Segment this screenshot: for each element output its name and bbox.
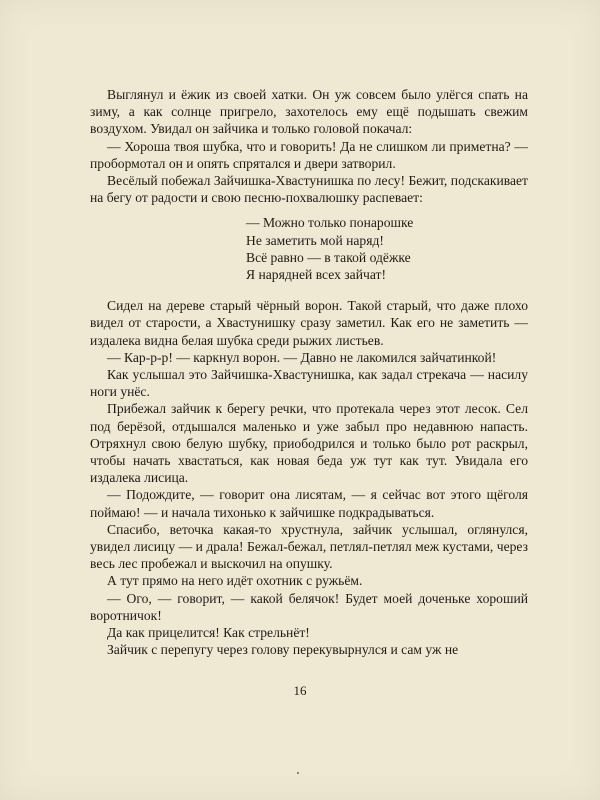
paragraph-somersault: Зайчик с перепугу через голову перекувырнулся и сам уж не [107,642,459,658]
paragraph-hare-flees: Как услышал это Зайчишка-Хвастунишка, как задал стрекача — насилу ноги унёс. [90,367,528,400]
paragraph-hedgehog-intro: Выглянул и ёжик из своей хатки. Он уж совсем было улёгся спать на зиму, а как солнце пригрело, захотелось ему ещё подышать свежим воздухом. Увидал он зайчика и только головой покачал: [90,87,528,137]
paragraph-hare-runs: Весёлый побежал Зайчишка-Хвастунишка по лесу! Бежит, подскакивает на бегу от радости и свою песню-похвалюшку распевает: [90,173,528,206]
paragraph-river: Прибежал зайчик к берегу речки, что протекала через этот лесок. Сел под берёзой, отдышался маленько и уже забыл про недавнюю напасть. Отряхнул свою белую шубку, приободрился и только было рот раскрыл, чтобы начать хвастаться, как новая беда уж тут как тут. Увидала его издалека лисица. [90,401,528,486]
verse-line: Всё равно — в такой одёжке [246,249,411,265]
paragraph-hunter-speech: — Ого, — говорит, — какой белячок! Будет моей доченьке хороший воротничок! [90,590,528,623]
verse-line: Не заметить мой наряд! [246,232,384,248]
verse-song [90,214,528,283]
paragraph-raven-speech: — Кар-р-р! — каркнул ворон. — Давно не лакомился зайчатинкой! [107,349,497,365]
paragraph-escape: Спасибо, веточка какая-то хрустнула, зайчик услышал, оглянулся, увидел лисицу — и драла! Бежал-бежал, петлял-петлял меж кустами, через весь лес пробежал и выскочил на опушку. [90,521,528,572]
body-text [90,86,528,659]
paper-speck [297,772,299,774]
verse-line: — Можно только понарошке [246,215,414,231]
verse-line: Я нарядней всех зайчат! [246,267,386,283]
page-number: 16 [293,683,307,698]
paragraph-hedgehog-speech: — Хороша твоя шубка, что и говорить! Да не слишком ли приметна? — пробормотал он и опять спрятался и двери затворил. [90,138,528,171]
paragraph-raven: Сидел на дереве старый чёрный ворон. Такой старый, что даже плохо видел от старости, а Хвастунишку сразу заметил. Как его не заметить — издалека видна белая шубка среди рыжих листьев. [90,298,528,348]
paragraph-hunter: А тут прямо на него идёт охотник с ружьём. [107,573,363,589]
paragraph-fox-speech: — Подождите, — говорит она лисятам, — я сейчас вот этого щёголя поймаю! — и начала тихонько к зайчишке подкрадываться. [90,487,528,520]
paragraph-shot: Да как прицелится! Как стрельнёт! [107,625,310,641]
